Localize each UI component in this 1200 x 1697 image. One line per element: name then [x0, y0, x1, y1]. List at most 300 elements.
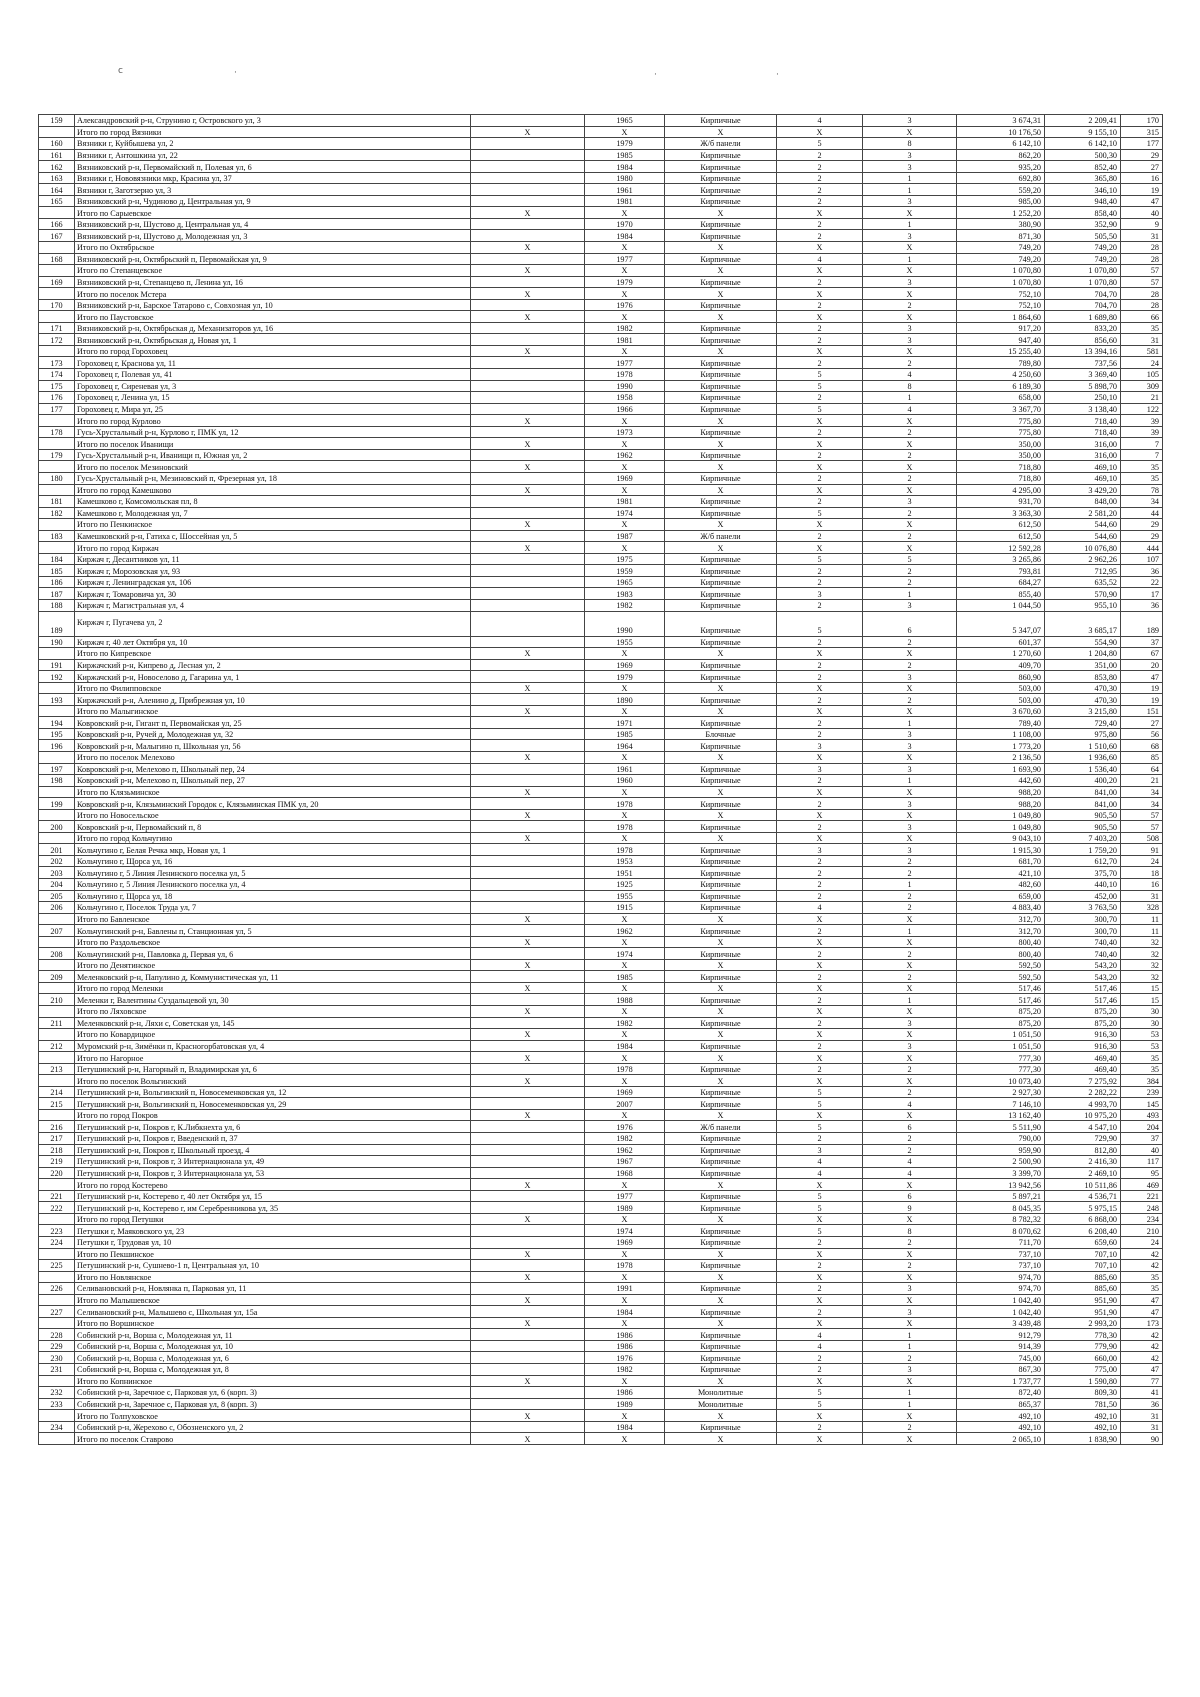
residents-cell: 42	[1121, 1248, 1163, 1260]
residents-cell: 189	[1121, 611, 1163, 636]
total-area-cell: 790,00	[957, 1133, 1045, 1145]
wall-material-cell: X	[665, 415, 777, 427]
living-area-cell: 951,90	[1045, 1294, 1121, 1306]
living-area-cell: 10 076,80	[1045, 542, 1121, 554]
year-cell: 1976	[585, 1352, 665, 1364]
entrances-cell: 2	[863, 576, 957, 588]
marker-cell	[471, 230, 585, 242]
residents-cell: 29	[1121, 519, 1163, 531]
marker-cell	[471, 1283, 585, 1295]
wall-material-cell: Кирпичные	[665, 161, 777, 173]
marker-cell	[471, 611, 585, 636]
year-cell: 1982	[585, 1017, 665, 1029]
subtotal-row	[39, 415, 1163, 427]
row-number-cell: 163	[39, 172, 75, 184]
entrances-cell: X	[863, 1271, 957, 1283]
address-cell: Киржач г, 40 лет Октября ул, 10	[75, 636, 471, 648]
total-area-cell: 867,30	[957, 1363, 1045, 1375]
entrances-cell: X	[863, 832, 957, 844]
table-row	[39, 138, 1163, 150]
address-cell: Кольчугино г, Щорса ул, 16	[75, 855, 471, 867]
wall-material-cell: Ж/б панели	[665, 530, 777, 542]
residents-cell: 35	[1121, 322, 1163, 334]
entrances-cell: X	[863, 1006, 957, 1018]
wall-material-cell: Монолитные	[665, 1387, 777, 1399]
year-cell: 1978	[585, 821, 665, 833]
row-number-cell: 164	[39, 184, 75, 196]
entrances-cell: 2	[863, 1144, 957, 1156]
living-area-cell: 543,20	[1045, 971, 1121, 983]
entrances-cell: X	[863, 648, 957, 660]
wall-material-cell: Кирпичные	[665, 694, 777, 706]
wall-material-cell: Кирпичные	[665, 115, 777, 127]
total-area-cell: 8 045,35	[957, 1202, 1045, 1214]
floors-cell: 2	[777, 426, 863, 438]
row-number-cell: 195	[39, 728, 75, 740]
residents-cell: 7	[1121, 438, 1163, 450]
total-area-cell: 482,60	[957, 879, 1045, 891]
wall-material-cell: Кирпичные	[665, 1144, 777, 1156]
living-area-cell: 346,10	[1045, 184, 1121, 196]
marker-cell: X	[471, 786, 585, 798]
residents-cell: 77	[1121, 1375, 1163, 1387]
entrances-cell: X	[863, 1248, 957, 1260]
year-cell: X	[585, 682, 665, 694]
year-cell: 1981	[585, 496, 665, 508]
year-cell: 1981	[585, 195, 665, 207]
table-row	[39, 184, 1163, 196]
row-number-cell: 211	[39, 1017, 75, 1029]
living-area-cell: 3 369,40	[1045, 369, 1121, 381]
subtotal-row	[39, 519, 1163, 531]
row-number-cell: 179	[39, 449, 75, 461]
marker-cell	[471, 1040, 585, 1052]
table-row	[39, 1086, 1163, 1098]
address-cell: Гусь-Хрустальный р-н, Мезиновский п, Фрезерная ул, 18	[75, 472, 471, 484]
floors-cell: 5	[777, 1098, 863, 1110]
address-cell: Петушинский р-н, Костерево г, 40 лет Октября ул, 15	[75, 1190, 471, 1202]
wall-material-cell: Кирпичные	[665, 867, 777, 879]
wall-material-cell: Кирпичные	[665, 890, 777, 902]
entrances-cell: X	[863, 126, 957, 138]
marker-cell	[471, 1133, 585, 1145]
residents-cell: 40	[1121, 207, 1163, 219]
floors-cell: 5	[777, 1190, 863, 1202]
marker-cell	[471, 855, 585, 867]
address-cell: Александровский р-н, Струнино г, Островского ул, 3	[75, 115, 471, 127]
row-number-cell	[39, 415, 75, 427]
wall-material-cell: X	[665, 751, 777, 763]
address-cell: Вязники г, Куйбышева ул, 2	[75, 138, 471, 150]
wall-material-cell: X	[665, 1375, 777, 1387]
address-cell: Итого по Октябрьское	[75, 242, 471, 254]
total-area-cell: 745,00	[957, 1352, 1045, 1364]
floors-cell: X	[777, 682, 863, 694]
floors-cell: 5	[777, 507, 863, 519]
living-area-cell: 712,95	[1045, 565, 1121, 577]
floors-cell: 5	[777, 553, 863, 565]
table-row	[39, 1363, 1163, 1375]
residents-cell: 210	[1121, 1225, 1163, 1237]
row-number-cell: 192	[39, 671, 75, 683]
floors-cell: 2	[777, 1421, 863, 1433]
year-cell: X	[585, 1271, 665, 1283]
living-area-cell: 1 070,80	[1045, 265, 1121, 277]
marker-cell	[471, 507, 585, 519]
total-area-cell: 862,20	[957, 149, 1045, 161]
marker-cell	[471, 530, 585, 542]
residents-cell: 11	[1121, 913, 1163, 925]
floors-cell: 2	[777, 299, 863, 311]
residents-cell: 36	[1121, 1398, 1163, 1410]
table-row	[39, 1398, 1163, 1410]
total-area-cell: 5 511,90	[957, 1121, 1045, 1133]
floors-cell: 3	[777, 740, 863, 752]
row-number-cell: 170	[39, 299, 75, 311]
address-cell: Киржач г, Ленинградская ул, 106	[75, 576, 471, 588]
total-area-cell: 1 070,80	[957, 276, 1045, 288]
floors-cell: 2	[777, 276, 863, 288]
row-number-cell	[39, 1410, 75, 1422]
row-number-cell	[39, 1248, 75, 1260]
address-cell: Гусь-Хрустальный р-н, Курлово г, ПМК ул, 12	[75, 426, 471, 438]
row-number-cell: 160	[39, 138, 75, 150]
floors-cell: X	[777, 1029, 863, 1041]
table-row	[39, 636, 1163, 648]
subtotal-row	[39, 242, 1163, 254]
year-cell: 1961	[585, 184, 665, 196]
marker-cell	[471, 844, 585, 856]
wall-material-cell: Кирпичные	[665, 1340, 777, 1352]
year-cell: 1961	[585, 763, 665, 775]
wall-material-cell: Кирпичные	[665, 740, 777, 752]
year-cell: 1981	[585, 334, 665, 346]
table-row	[39, 392, 1163, 404]
living-area-cell: 781,50	[1045, 1398, 1121, 1410]
address-cell: Итого по Пекшинское	[75, 1248, 471, 1260]
living-area-cell: 517,46	[1045, 982, 1121, 994]
total-area-cell: 1 044,50	[957, 599, 1045, 611]
wall-material-cell: X	[665, 705, 777, 717]
year-cell: 1979	[585, 138, 665, 150]
living-area-cell: 316,00	[1045, 449, 1121, 461]
floors-cell: 2	[777, 599, 863, 611]
marker-cell: X	[471, 913, 585, 925]
row-number-cell	[39, 1179, 75, 1191]
residents-cell: 16	[1121, 879, 1163, 891]
floors-cell: X	[777, 751, 863, 763]
wall-material-cell: Кирпичные	[665, 184, 777, 196]
floors-cell: X	[777, 1271, 863, 1283]
residents-cell: 57	[1121, 276, 1163, 288]
floors-cell: 4	[777, 1340, 863, 1352]
year-cell: X	[585, 786, 665, 798]
floors-cell: X	[777, 832, 863, 844]
total-area-cell: 871,30	[957, 230, 1045, 242]
wall-material-cell: Кирпичные	[665, 925, 777, 937]
floors-cell: 2	[777, 149, 863, 161]
living-area-cell: 2 469,10	[1045, 1167, 1121, 1179]
total-area-cell: 872,40	[957, 1387, 1045, 1399]
address-cell: Итого по Степанцевское	[75, 265, 471, 277]
wall-material-cell: Кирпичные	[665, 855, 777, 867]
table-row	[39, 253, 1163, 265]
marker-cell: X	[471, 311, 585, 323]
address-cell: Петушинский р-н, Вольгинский п, Новосеменковская ул, 29	[75, 1098, 471, 1110]
wall-material-cell: Кирпичные	[665, 1260, 777, 1272]
row-number-cell: 173	[39, 357, 75, 369]
year-cell: 1969	[585, 1086, 665, 1098]
row-number-cell: 185	[39, 565, 75, 577]
wall-material-cell: Кирпичные	[665, 380, 777, 392]
row-number-cell: 222	[39, 1202, 75, 1214]
address-cell: Вязниковский р-н, Степанцево п, Ленина ул, 16	[75, 276, 471, 288]
entrances-cell: 3	[863, 763, 957, 775]
year-cell: 1984	[585, 1421, 665, 1433]
table-row	[39, 507, 1163, 519]
residents-cell: 173	[1121, 1317, 1163, 1329]
address-cell: Итого по Малыгинское	[75, 705, 471, 717]
marker-cell: X	[471, 461, 585, 473]
year-cell: X	[585, 1006, 665, 1018]
floors-cell: 2	[777, 449, 863, 461]
living-area-cell: 779,90	[1045, 1340, 1121, 1352]
address-cell: Итого по город Меленки	[75, 982, 471, 994]
residents-cell: 315	[1121, 126, 1163, 138]
row-number-cell: 210	[39, 994, 75, 1006]
living-area-cell: 492,10	[1045, 1421, 1121, 1433]
marker-cell: X	[471, 1109, 585, 1121]
living-area-cell: 13 394,16	[1045, 345, 1121, 357]
subtotal-row	[39, 542, 1163, 554]
year-cell: X	[585, 461, 665, 473]
entrances-cell: 2	[863, 890, 957, 902]
entrances-cell: 2	[863, 1421, 957, 1433]
marker-cell: X	[471, 242, 585, 254]
residents-cell: 32	[1121, 948, 1163, 960]
entrances-cell: 1	[863, 1340, 957, 1352]
address-cell: Меленки г, Валентины Суздальцевой ул, 30	[75, 994, 471, 1006]
total-area-cell: 777,30	[957, 1052, 1045, 1064]
marker-cell	[471, 1167, 585, 1179]
floors-cell: X	[777, 705, 863, 717]
table-row	[39, 1421, 1163, 1433]
table-row	[39, 867, 1163, 879]
marker-cell	[471, 426, 585, 438]
table-row	[39, 925, 1163, 937]
floors-cell: 2	[777, 392, 863, 404]
total-area-cell: 5 897,21	[957, 1190, 1045, 1202]
row-number-cell: 223	[39, 1225, 75, 1237]
living-area-cell: 300,70	[1045, 925, 1121, 937]
address-cell: Ковровский р-н, Мелехово п, Школьный пер, 27	[75, 775, 471, 787]
floors-cell: 2	[777, 172, 863, 184]
living-area-cell: 4 993,70	[1045, 1098, 1121, 1110]
row-number-cell: 182	[39, 507, 75, 519]
year-cell: 1984	[585, 1040, 665, 1052]
living-area-cell: 809,30	[1045, 1387, 1121, 1399]
residents-cell: 16	[1121, 172, 1163, 184]
marker-cell	[471, 588, 585, 600]
entrances-cell: 2	[863, 1236, 957, 1248]
floors-cell: 2	[777, 218, 863, 230]
row-number-cell: 202	[39, 855, 75, 867]
wall-material-cell: Кирпичные	[665, 763, 777, 775]
year-cell: 1973	[585, 426, 665, 438]
table-row	[39, 115, 1163, 127]
entrances-cell: X	[863, 1052, 957, 1064]
total-area-cell: 13 162,40	[957, 1109, 1045, 1121]
subtotal-row	[39, 832, 1163, 844]
marker-cell: X	[471, 1375, 585, 1387]
table-row	[39, 1063, 1163, 1075]
living-area-cell: 3 685,17	[1045, 611, 1121, 636]
marker-cell	[471, 322, 585, 334]
living-area-cell: 470,30	[1045, 682, 1121, 694]
row-number-cell: 165	[39, 195, 75, 207]
marker-cell: X	[471, 542, 585, 554]
table-row	[39, 172, 1163, 184]
marker-cell	[471, 599, 585, 611]
living-area-cell: 10 975,20	[1045, 1109, 1121, 1121]
floors-cell: 2	[777, 496, 863, 508]
marker-cell	[471, 659, 585, 671]
marker-cell	[471, 1421, 585, 1433]
living-area-cell: 2 416,30	[1045, 1156, 1121, 1168]
total-area-cell: 4 883,40	[957, 902, 1045, 914]
address-cell: Петушинский р-н, Нагорный п, Владимирская ул, 6	[75, 1063, 471, 1075]
row-number-cell	[39, 288, 75, 300]
residents-cell: 17	[1121, 588, 1163, 600]
wall-material-cell: X	[665, 648, 777, 660]
row-number-cell: 213	[39, 1063, 75, 1075]
year-cell: X	[585, 484, 665, 496]
total-area-cell: 312,70	[957, 925, 1045, 937]
total-area-cell: 800,40	[957, 936, 1045, 948]
total-area-cell: 2 500,90	[957, 1156, 1045, 1168]
marker-cell	[471, 357, 585, 369]
address-cell: Ковровский р-н, Клязьминский Городок с, Клязьминская ПМК ул, 20	[75, 798, 471, 810]
total-area-cell: 492,10	[957, 1410, 1045, 1422]
residents-cell: 151	[1121, 705, 1163, 717]
year-cell: X	[585, 1109, 665, 1121]
floors-cell: 2	[777, 472, 863, 484]
year-cell: 1974	[585, 948, 665, 960]
entrances-cell: 1	[863, 172, 957, 184]
year-cell: 1978	[585, 1063, 665, 1075]
wall-material-cell: Кирпичные	[665, 902, 777, 914]
total-area-cell: 3 670,60	[957, 705, 1045, 717]
year-cell: 1982	[585, 1133, 665, 1145]
entrances-cell: 4	[863, 1167, 957, 1179]
table-row	[39, 1098, 1163, 1110]
living-area-cell: 955,10	[1045, 599, 1121, 611]
wall-material-cell: Кирпичные	[665, 357, 777, 369]
row-number-cell: 175	[39, 380, 75, 392]
marker-cell	[471, 821, 585, 833]
wall-material-cell: Кирпичные	[665, 1236, 777, 1248]
entrances-cell: 3	[863, 115, 957, 127]
entrances-cell: X	[863, 519, 957, 531]
living-area-cell: 6 208,40	[1045, 1225, 1121, 1237]
total-area-cell: 985,00	[957, 195, 1045, 207]
residents-cell: 469	[1121, 1179, 1163, 1191]
floors-cell: X	[777, 1317, 863, 1329]
floors-cell: 2	[777, 879, 863, 891]
floors-cell: 2	[777, 728, 863, 740]
living-area-cell: 3 429,20	[1045, 484, 1121, 496]
marker-cell: X	[471, 1006, 585, 1018]
address-cell: Итого по Копнинское	[75, 1375, 471, 1387]
residents-cell: 29	[1121, 530, 1163, 542]
row-number-cell: 191	[39, 659, 75, 671]
floors-cell: 2	[777, 717, 863, 729]
entrances-cell: 3	[863, 1040, 957, 1052]
scan-mark: ·	[654, 70, 657, 80]
address-cell: Гороховец г, Мира ул, 25	[75, 403, 471, 415]
table-row	[39, 798, 1163, 810]
year-cell: 1969	[585, 472, 665, 484]
entrances-cell: X	[863, 1375, 957, 1387]
living-area-cell: 916,30	[1045, 1029, 1121, 1041]
residents-cell: 91	[1121, 844, 1163, 856]
entrances-cell: 2	[863, 1086, 957, 1098]
row-number-cell: 199	[39, 798, 75, 810]
marker-cell	[471, 994, 585, 1006]
wall-material-cell: Кирпичные	[665, 611, 777, 636]
address-cell: Собинский р-н, Ворша с, Молодежная ул, 8	[75, 1363, 471, 1375]
residents-cell: 581	[1121, 345, 1163, 357]
residents-cell: 35	[1121, 1063, 1163, 1075]
floors-cell: X	[777, 207, 863, 219]
address-cell: Гороховец г, Ленина ул, 15	[75, 392, 471, 404]
table-row	[39, 1190, 1163, 1202]
row-number-cell	[39, 751, 75, 763]
entrances-cell: 3	[863, 728, 957, 740]
entrances-cell: 3	[863, 322, 957, 334]
row-number-cell	[39, 832, 75, 844]
total-area-cell: 1 051,50	[957, 1029, 1045, 1041]
year-cell: X	[585, 265, 665, 277]
living-area-cell: 1 689,80	[1045, 311, 1121, 323]
marker-cell	[471, 276, 585, 288]
floors-cell: 5	[777, 1398, 863, 1410]
marker-cell	[471, 1260, 585, 1272]
total-area-cell: 935,20	[957, 161, 1045, 173]
table-row	[39, 565, 1163, 577]
living-area-cell: 1 838,90	[1045, 1433, 1121, 1445]
total-area-cell: 737,10	[957, 1248, 1045, 1260]
year-cell: 1978	[585, 798, 665, 810]
floors-cell: 2	[777, 1283, 863, 1295]
floors-cell: 2	[777, 161, 863, 173]
wall-material-cell: Кирпичные	[665, 1086, 777, 1098]
row-number-cell	[39, 1375, 75, 1387]
wall-material-cell: X	[665, 265, 777, 277]
entrances-cell: X	[863, 1179, 957, 1191]
floors-cell: X	[777, 1213, 863, 1225]
entrances-cell: 4	[863, 1098, 957, 1110]
total-area-cell: 3 265,86	[957, 553, 1045, 565]
residents-cell: 19	[1121, 694, 1163, 706]
table-row	[39, 357, 1163, 369]
wall-material-cell: Кирпичные	[665, 994, 777, 1006]
entrances-cell: 2	[863, 449, 957, 461]
year-cell: 1955	[585, 890, 665, 902]
living-area-cell: 2 962,26	[1045, 553, 1121, 565]
row-number-cell: 180	[39, 472, 75, 484]
marker-cell	[471, 553, 585, 565]
